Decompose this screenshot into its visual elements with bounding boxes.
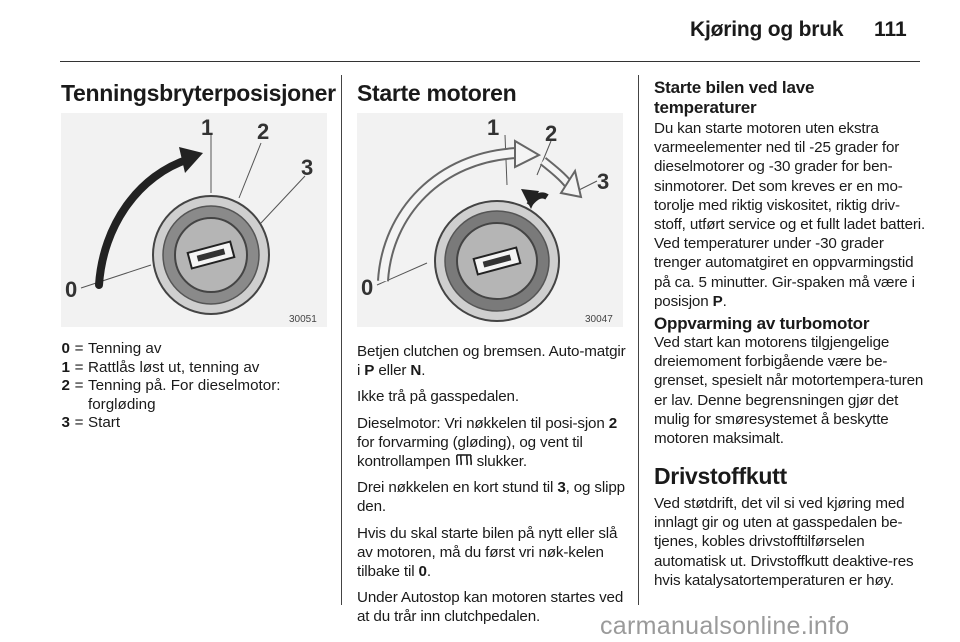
start-engine-text (357, 342, 627, 627)
header-rule (60, 61, 920, 62)
heading-start-engine: Starte motoren (357, 80, 517, 106)
legend-key: 1 (61, 358, 70, 376)
page-number: 111 (874, 18, 907, 41)
position-0: 0 (418, 563, 427, 581)
gear-p: P (712, 292, 723, 310)
ignition-switch-illustration (61, 113, 327, 327)
heading-ignition-positions: Tenningsbryterposisjoner (61, 80, 336, 106)
legend-row (61, 359, 331, 378)
figure1-label-1: 1 (201, 115, 214, 140)
figure2-number: 30047 (585, 314, 613, 325)
legend-text: Tenning av (88, 340, 162, 357)
legend-row (61, 377, 331, 414)
paragraph (357, 414, 627, 472)
text-run: eller (374, 362, 411, 380)
figure2-label-1: 1 (487, 115, 500, 140)
ignition-positions-figure (61, 113, 327, 327)
ignition-legend (61, 340, 331, 433)
gear-p: P (364, 362, 375, 380)
gear-n: N (410, 362, 422, 380)
position-2: 2 (608, 414, 618, 432)
legend-row (61, 340, 331, 359)
figure1-label-2: 2 (257, 119, 270, 144)
figure1-number: 30051 (289, 314, 317, 325)
heading-fuel-cutoff: Drivstoffkutt (654, 463, 787, 489)
text-run: , og slipp den. (357, 479, 625, 516)
legend-text: Start (88, 414, 121, 432)
text-run: Dieselmotor: Vri nøkkelen til posi-sjon (357, 414, 609, 432)
paragraph (654, 494, 926, 590)
text-run: Drei nøkkelen en kort stund til (357, 479, 558, 497)
start-engine-figure (357, 113, 623, 327)
legend-text: Tenning på. For dieselmotor: forgløding (88, 377, 281, 413)
glow-plug-icon (455, 453, 473, 467)
column-divider-2 (638, 75, 639, 605)
figure1-label-0: 0 (65, 277, 78, 302)
figure2-label-3: 3 (597, 169, 610, 194)
paragraph (357, 342, 627, 380)
text-run: Du kan starte motoren uten ekstra varmeelementer ned til -25 grader for dieselmotorer og -30 grader for ben-sinmotorer. Det som kreves er en mo-torolje med riktig viskositet, riktig driv-stoff, utført service og et fullt ladet batteri. Ved temperaturer under -30 grader trenger automatgiret en oppvarmingstid på ca. 5 minutter. Gir-spaken må være i posisjon (654, 120, 926, 310)
text-run: Ikke trå på gasspedalen. (357, 388, 519, 406)
legend-row (61, 414, 331, 433)
legend-key: 3 (61, 414, 70, 432)
heading-low-temperature-start: Starte bilen ved lave temperaturer (654, 78, 815, 117)
text-run: . (722, 292, 727, 310)
legend-separator: = (74, 414, 84, 432)
paragraph (357, 588, 627, 626)
position-3: 3 (557, 479, 566, 497)
legend-text: Rattlås løst ut, tenning av (88, 358, 260, 376)
paragraph (654, 333, 926, 448)
legend-separator: = (74, 358, 84, 376)
legend-key: 2 (61, 377, 70, 395)
paragraph (357, 524, 627, 582)
paragraph (357, 387, 627, 406)
start-engine-illustration (357, 113, 623, 327)
text-run: . (426, 563, 431, 581)
text-run: Under Autostop kan motoren startes ved at du trår inn clutchpedalen. (357, 589, 624, 626)
legend-separator: = (74, 377, 84, 395)
legend-key: 0 (61, 340, 70, 357)
running-head-title: Kjøring og bruk (690, 18, 844, 41)
legend-separator: = (74, 340, 84, 357)
figure2-label-0: 0 (361, 275, 374, 300)
column-divider-1 (341, 75, 342, 605)
text-run: Ved start kan motorens tilgjengelige dreiemoment forbigående være be-grenset, spesielt når motortempera-turen er lav. Denne begrensningen gjør det mulig for smøresystemet å beskytte motoren maksimalt. (654, 334, 924, 448)
fuel-cutoff-text (654, 494, 926, 590)
watermark: carmanualsonline.info (600, 612, 850, 640)
turbo-warmup-text (654, 333, 926, 448)
text-run: Ved støtdrift, det vil si ved kjøring med innlagt gir og uten at gasspedalen be-tjenes, kobles drivstofftilførselen automatisk ut. Drivstoffkutt deaktive-res hvis katalysatortemperaturen er høy. (654, 495, 914, 589)
text-run: Betjen clutchen og bremsen. Auto-matgir i (357, 343, 626, 380)
text-run: Hvis du skal starte bilen på nytt eller slå av motoren, må du først vri nøk-kelen tilbake til (357, 524, 618, 581)
figure2-label-2: 2 (545, 121, 558, 146)
text-run: for forvarming (gløding), og vent til kontrollampen (357, 433, 583, 471)
paragraph (357, 478, 627, 516)
low-temperature-text (654, 119, 926, 311)
text-run: slukker. (472, 453, 527, 471)
text-run: . (421, 362, 426, 380)
paragraph (654, 119, 926, 311)
heading-turbo-warmup: Oppvarming av turbomotor (654, 314, 870, 333)
figure1-label-3: 3 (301, 155, 314, 180)
